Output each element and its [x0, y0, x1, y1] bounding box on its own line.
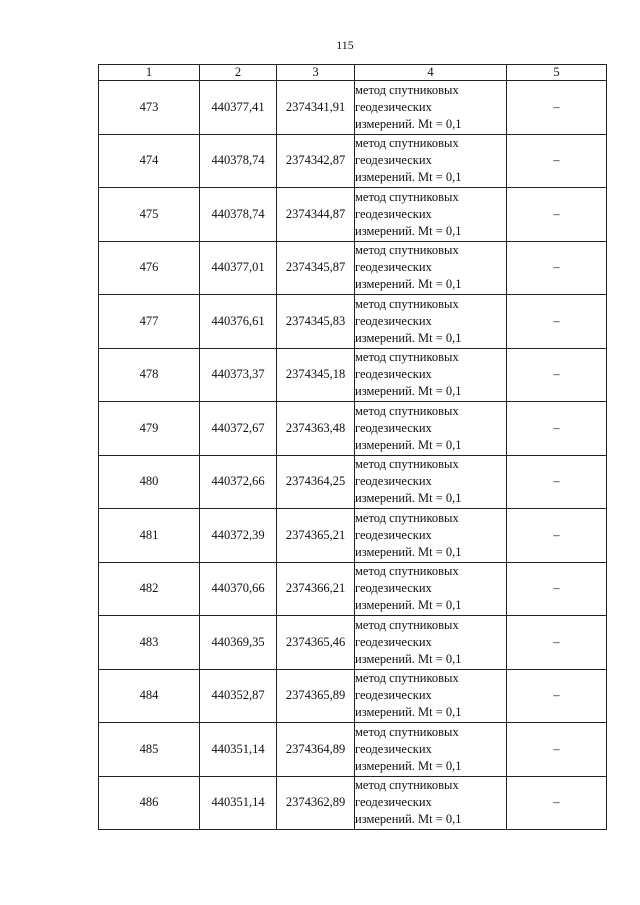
column-5-cell: –	[507, 188, 607, 242]
method-text-line: геодезических	[355, 420, 432, 435]
point-number-cell: 481	[99, 509, 200, 563]
x-coordinate-cell: 440369,35	[200, 616, 277, 670]
method-text-line: измерений. Mt = 0,1	[355, 437, 462, 452]
method-cell	[355, 295, 507, 349]
method-cell	[355, 562, 507, 616]
column-header-3: 3	[277, 65, 355, 81]
method-text-line: геодезических	[355, 795, 432, 810]
y-coordinate-cell: 2374342,87	[277, 134, 355, 188]
y-coordinate-cell: 2374362,89	[277, 776, 355, 830]
x-coordinate-cell: 440370,66	[200, 562, 277, 616]
point-number-cell: 477	[99, 295, 200, 349]
table-row	[99, 348, 607, 402]
method-cell	[355, 348, 507, 402]
x-coordinate-cell: 440373,37	[200, 348, 277, 402]
x-coordinate-cell: 440377,01	[200, 241, 277, 295]
method-cell	[355, 241, 507, 295]
point-number-cell: 475	[99, 188, 200, 242]
point-number-cell: 485	[99, 723, 200, 777]
column-5-cell: –	[507, 723, 607, 777]
column-header-1: 1	[99, 65, 200, 81]
table-row	[99, 134, 607, 188]
x-coordinate-cell: 440351,14	[200, 723, 277, 777]
method-text-line: метод спутниковых	[355, 671, 459, 686]
point-number-cell: 486	[99, 776, 200, 830]
x-coordinate-cell: 440352,87	[200, 669, 277, 723]
method-text-line: геодезических	[355, 99, 432, 114]
column-5-cell: –	[507, 348, 607, 402]
method-text-line: метод спутниковых	[355, 510, 459, 525]
table-row	[99, 295, 607, 349]
method-text-line: геодезических	[355, 634, 432, 649]
method-cell	[355, 81, 507, 135]
method-text-line: измерений. Mt = 0,1	[355, 544, 462, 559]
method-text-line: метод спутниковых	[355, 350, 459, 365]
point-number-cell: 473	[99, 81, 200, 135]
x-coordinate-cell: 440372,66	[200, 455, 277, 509]
method-text-line: измерений. Mt = 0,1	[355, 651, 462, 666]
table-row	[99, 188, 607, 242]
method-cell	[355, 509, 507, 563]
y-coordinate-cell: 2374365,21	[277, 509, 355, 563]
coordinates-table	[98, 64, 607, 830]
method-text-line: измерений. Mt = 0,1	[355, 170, 462, 185]
column-5-cell: –	[507, 562, 607, 616]
table-row	[99, 241, 607, 295]
table-row	[99, 81, 607, 135]
column-5-cell: –	[507, 81, 607, 135]
point-number-cell: 474	[99, 134, 200, 188]
method-cell	[355, 402, 507, 456]
column-5-cell: –	[507, 616, 607, 670]
method-text-line: метод спутниковых	[355, 243, 459, 258]
method-text-line: геодезических	[355, 688, 432, 703]
method-text-line: метод спутниковых	[355, 136, 459, 151]
x-coordinate-cell: 440372,39	[200, 509, 277, 563]
y-coordinate-cell: 2374345,87	[277, 241, 355, 295]
method-text-line: метод спутниковых	[355, 778, 459, 793]
column-header-5: 5	[507, 65, 607, 81]
x-coordinate-cell: 440372,67	[200, 402, 277, 456]
x-coordinate-cell: 440377,41	[200, 81, 277, 135]
y-coordinate-cell: 2374345,83	[277, 295, 355, 349]
point-number-cell: 480	[99, 455, 200, 509]
method-text-line: метод спутниковых	[355, 403, 459, 418]
method-cell	[355, 616, 507, 670]
table-row	[99, 669, 607, 723]
method-text-line: геодезических	[355, 313, 432, 328]
method-cell	[355, 723, 507, 777]
method-text-line: измерений. Mt = 0,1	[355, 491, 462, 506]
method-text-line: метод спутниковых	[355, 189, 459, 204]
method-text-line: измерений. Mt = 0,1	[355, 812, 462, 827]
method-text-line: измерений. Mt = 0,1	[355, 223, 462, 238]
method-text-line: геодезических	[355, 260, 432, 275]
method-text-line: измерений. Mt = 0,1	[355, 758, 462, 773]
x-coordinate-cell: 440376,61	[200, 295, 277, 349]
table-row	[99, 723, 607, 777]
y-coordinate-cell: 2374366,21	[277, 562, 355, 616]
column-5-cell: –	[507, 776, 607, 830]
column-5-cell: –	[507, 134, 607, 188]
method-cell	[355, 188, 507, 242]
column-5-cell: –	[507, 509, 607, 563]
y-coordinate-cell: 2374365,89	[277, 669, 355, 723]
column-5-cell: –	[507, 455, 607, 509]
method-text-line: метод спутниковых	[355, 457, 459, 472]
x-coordinate-cell: 440351,14	[200, 776, 277, 830]
table-header-row	[99, 65, 607, 81]
column-5-cell: –	[507, 669, 607, 723]
point-number-cell: 476	[99, 241, 200, 295]
method-cell	[355, 776, 507, 830]
point-number-cell: 482	[99, 562, 200, 616]
method-text-line: метод спутниковых	[355, 564, 459, 579]
method-text-line: измерений. Mt = 0,1	[355, 277, 462, 292]
method-text-line: измерений. Mt = 0,1	[355, 598, 462, 613]
y-coordinate-cell: 2374345,18	[277, 348, 355, 402]
column-5-cell: –	[507, 241, 607, 295]
x-coordinate-cell: 440378,74	[200, 188, 277, 242]
table-row	[99, 402, 607, 456]
method-text-line: геодезических	[355, 367, 432, 382]
y-coordinate-cell: 2374364,25	[277, 455, 355, 509]
method-text-line: измерений. Mt = 0,1	[355, 705, 462, 720]
method-text-line: метод спутниковых	[355, 617, 459, 632]
y-coordinate-cell: 2374341,91	[277, 81, 355, 135]
method-text-line: геодезических	[355, 527, 432, 542]
method-text-line: геодезических	[355, 741, 432, 756]
method-text-line: геодезических	[355, 474, 432, 489]
method-text-line: геодезических	[355, 153, 432, 168]
table-row	[99, 616, 607, 670]
column-5-cell: –	[507, 295, 607, 349]
table-row	[99, 562, 607, 616]
method-cell	[355, 134, 507, 188]
method-cell	[355, 669, 507, 723]
method-cell	[355, 455, 507, 509]
method-text-line: измерений. Mt = 0,1	[355, 330, 462, 345]
table-row	[99, 455, 607, 509]
column-header-4: 4	[355, 65, 507, 81]
y-coordinate-cell: 2374363,48	[277, 402, 355, 456]
method-text-line: метод спутниковых	[355, 82, 459, 97]
point-number-cell: 478	[99, 348, 200, 402]
method-text-line: метод спутниковых	[355, 724, 459, 739]
point-number-cell: 484	[99, 669, 200, 723]
y-coordinate-cell: 2374364,89	[277, 723, 355, 777]
method-text-line: измерений. Mt = 0,1	[355, 384, 462, 399]
x-coordinate-cell: 440378,74	[200, 134, 277, 188]
table-row	[99, 776, 607, 830]
method-text-line: геодезических	[355, 581, 432, 596]
page-number: 115	[336, 38, 354, 52]
column-header-2: 2	[200, 65, 277, 81]
method-text-line: геодезических	[355, 206, 432, 221]
method-text-line: метод спутниковых	[355, 296, 459, 311]
column-5-cell: –	[507, 402, 607, 456]
point-number-cell: 483	[99, 616, 200, 670]
method-text-line: измерений. Mt = 0,1	[355, 116, 462, 131]
y-coordinate-cell: 2374344,87	[277, 188, 355, 242]
table-row	[99, 509, 607, 563]
point-number-cell: 479	[99, 402, 200, 456]
y-coordinate-cell: 2374365,46	[277, 616, 355, 670]
